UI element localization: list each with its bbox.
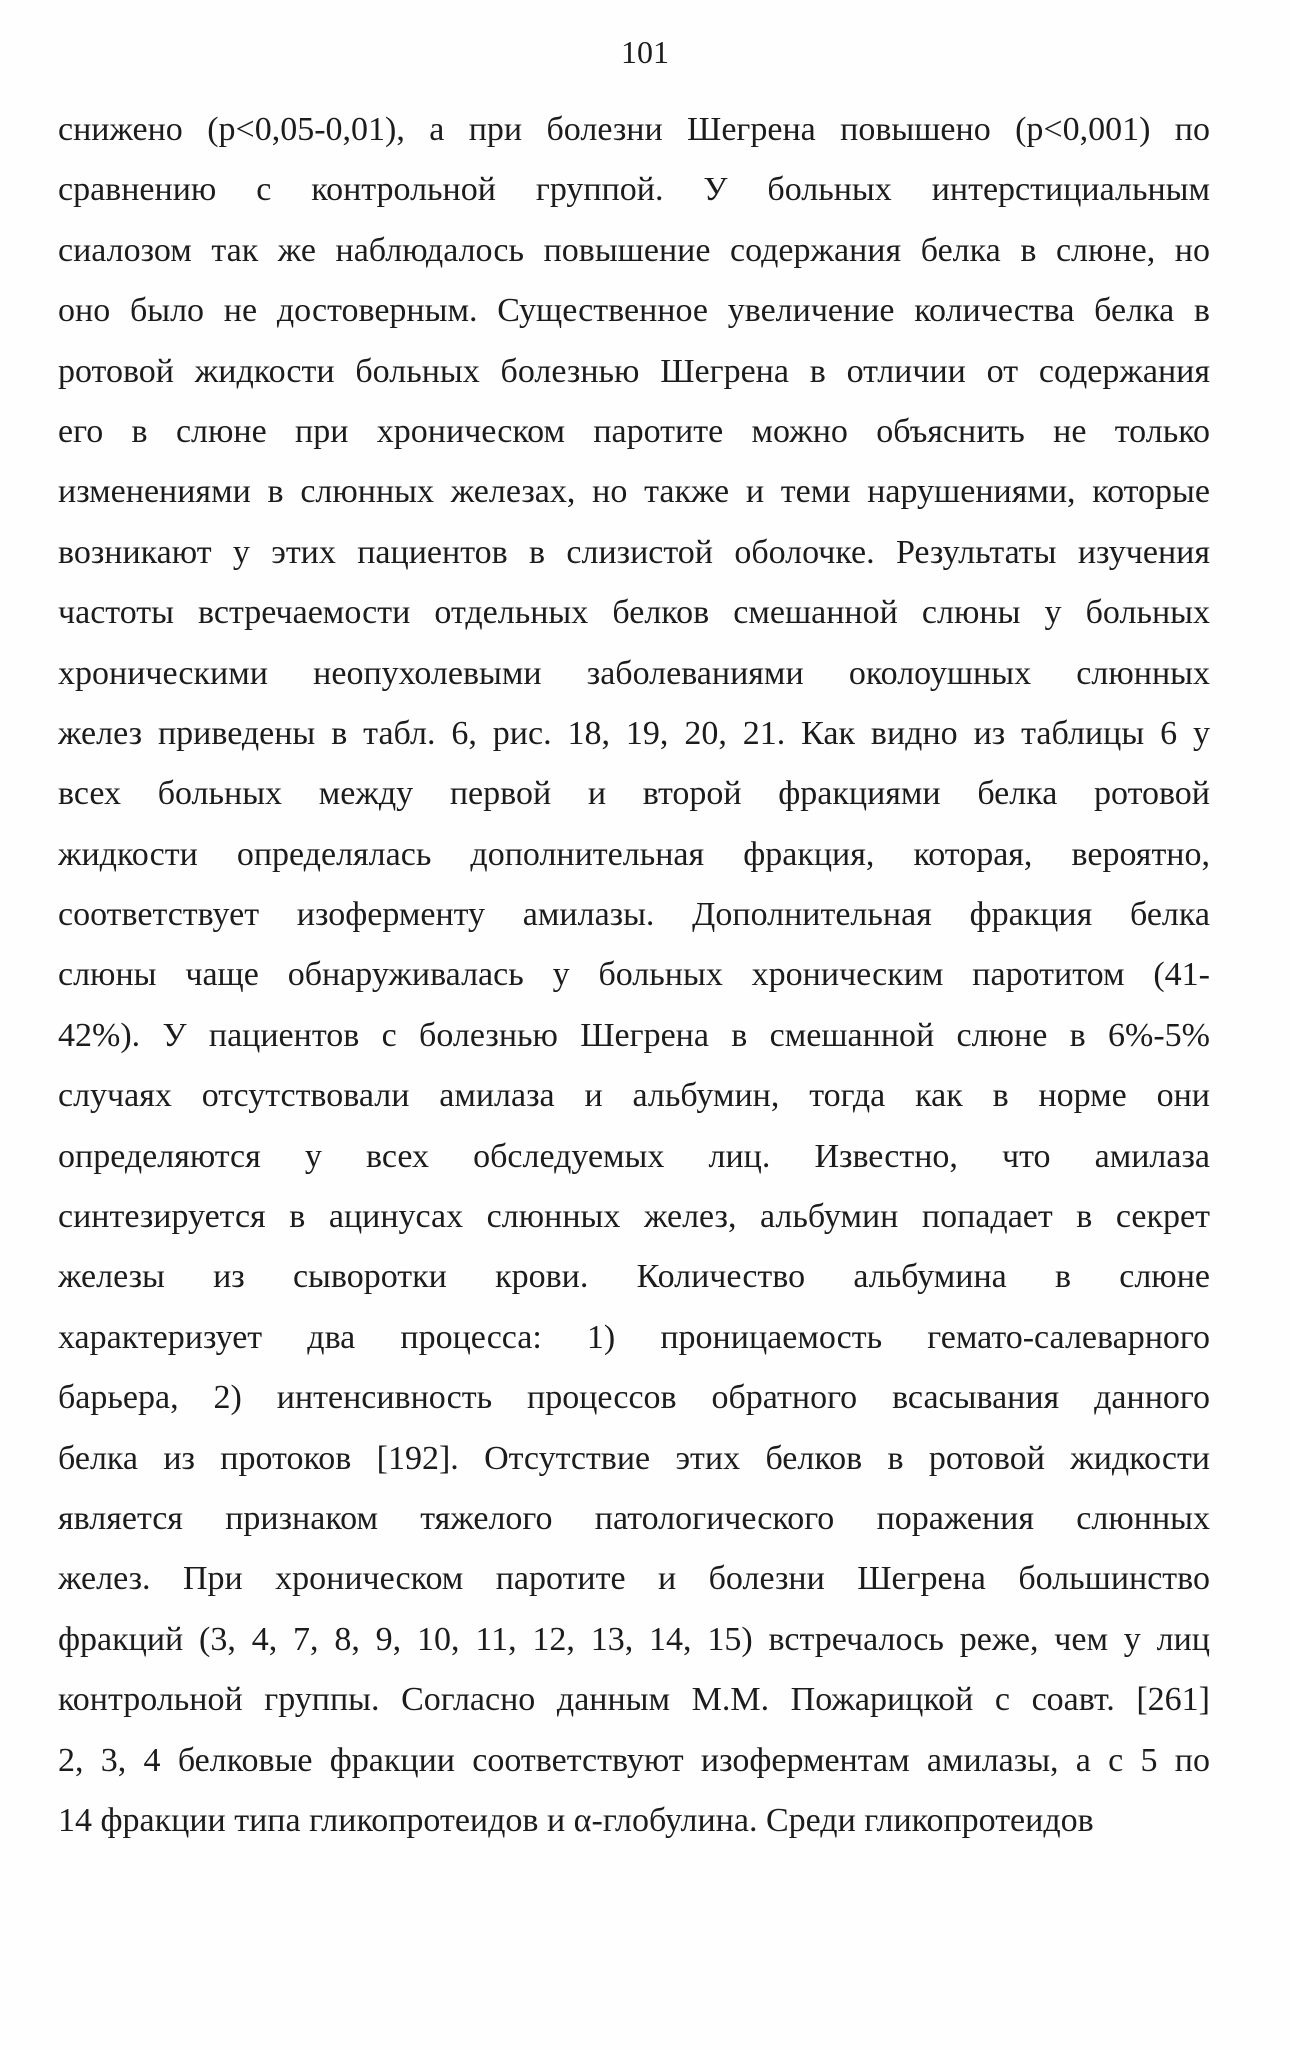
text-line: сиалозом так же наблюдалось повышение содержания белка в слюне, но: [58, 231, 1210, 269]
text-line: хроническими неопухолевыми заболеваниями околоушных слюнных: [58, 654, 1210, 692]
text-line: контрольной группы. Согласно данным М.М. Пожарицкой с соавт. [261]: [58, 1681, 1210, 1719]
text-line: определяются у всех обследуемых лиц. Известно, что амилаза: [58, 1137, 1210, 1175]
text-line: 14 фракции типа гликопротеидов и α-глобулина. Среди гликопротеидов: [58, 1801, 1094, 1839]
text-line: случаях отсутствовали амилаза и альбумин, тогда как в норме они: [58, 1077, 1210, 1115]
text-line: жидкости определялась дополнительная фракция, которая, вероятно,: [58, 835, 1210, 873]
text-line: белка из протоков [192]. Отсутствие этих белков в ротовой жидкости: [58, 1439, 1210, 1477]
text-line: барьера, 2) интенсивность процессов обратного всасывания данного: [58, 1379, 1210, 1417]
text-line: 42%). У пациентов с болезнью Шегрена в смешанной слюне в 6%-5%: [58, 1016, 1210, 1054]
text-line: ротовой жидкости больных болезнью Шегрена в отличии от содержания: [58, 352, 1210, 390]
text-line: слюны чаще обнаруживалась у больных хроническим паротитом (41-: [58, 956, 1210, 994]
text-line: всех больных между первой и второй фракциями белка ротовой: [58, 775, 1210, 813]
text-line: желез. При хроническом паротите и болезни Шегрена большинство: [58, 1560, 1210, 1598]
text-line: изменениями в слюнных железах, но также и теми нарушениями, которые: [58, 473, 1210, 511]
text-line: является признаком тяжелого патологического поражения слюнных: [58, 1499, 1210, 1537]
text-line: 2, 3, 4 белковые фракции соответствуют изоферментам амилазы, а с 5 по: [58, 1741, 1210, 1779]
text-line: снижено (p<0,05-0,01), а при болезни Шегрена повышено (p<0,001) по: [58, 111, 1210, 148]
text-line: частоты встречаемости отдельных белков смешанной слюны у больных: [58, 594, 1210, 632]
text-line: характеризует два процесса: 1) проницаемость гемато-салеварного: [58, 1318, 1210, 1356]
text-line: оно было не достоверным. Существенное увеличение количества белка в: [58, 292, 1210, 330]
text-line: фракций (3, 4, 7, 8, 9, 10, 11, 12, 13, 14, 15) встречалось реже, чем у лиц: [58, 1620, 1210, 1658]
text-line: соответствует изоферменту амилазы. Дополнительная фракция белка: [58, 896, 1210, 934]
text-line: его в слюне при хроническом паротите можно объяснить не только: [58, 412, 1210, 450]
text-line: возникают у этих пациентов в слизистой оболочке. Результаты изучения: [58, 533, 1210, 571]
page-number: 101: [621, 34, 669, 70]
text-line: железы из сыворотки крови. Количество альбумина в слюне: [58, 1258, 1210, 1296]
text-line: желез приведены в табл. 6, рис. 18, 19, 20, 21. Как видно из таблицы 6 у: [58, 714, 1210, 752]
text-line: сравнению с контрольной группой. У больных интерстициальным: [58, 171, 1210, 209]
body-text: [58, 100, 1210, 1851]
text-line: синтезируется в ацинусах слюнных желез, альбумин попадает в секрет: [58, 1198, 1210, 1236]
